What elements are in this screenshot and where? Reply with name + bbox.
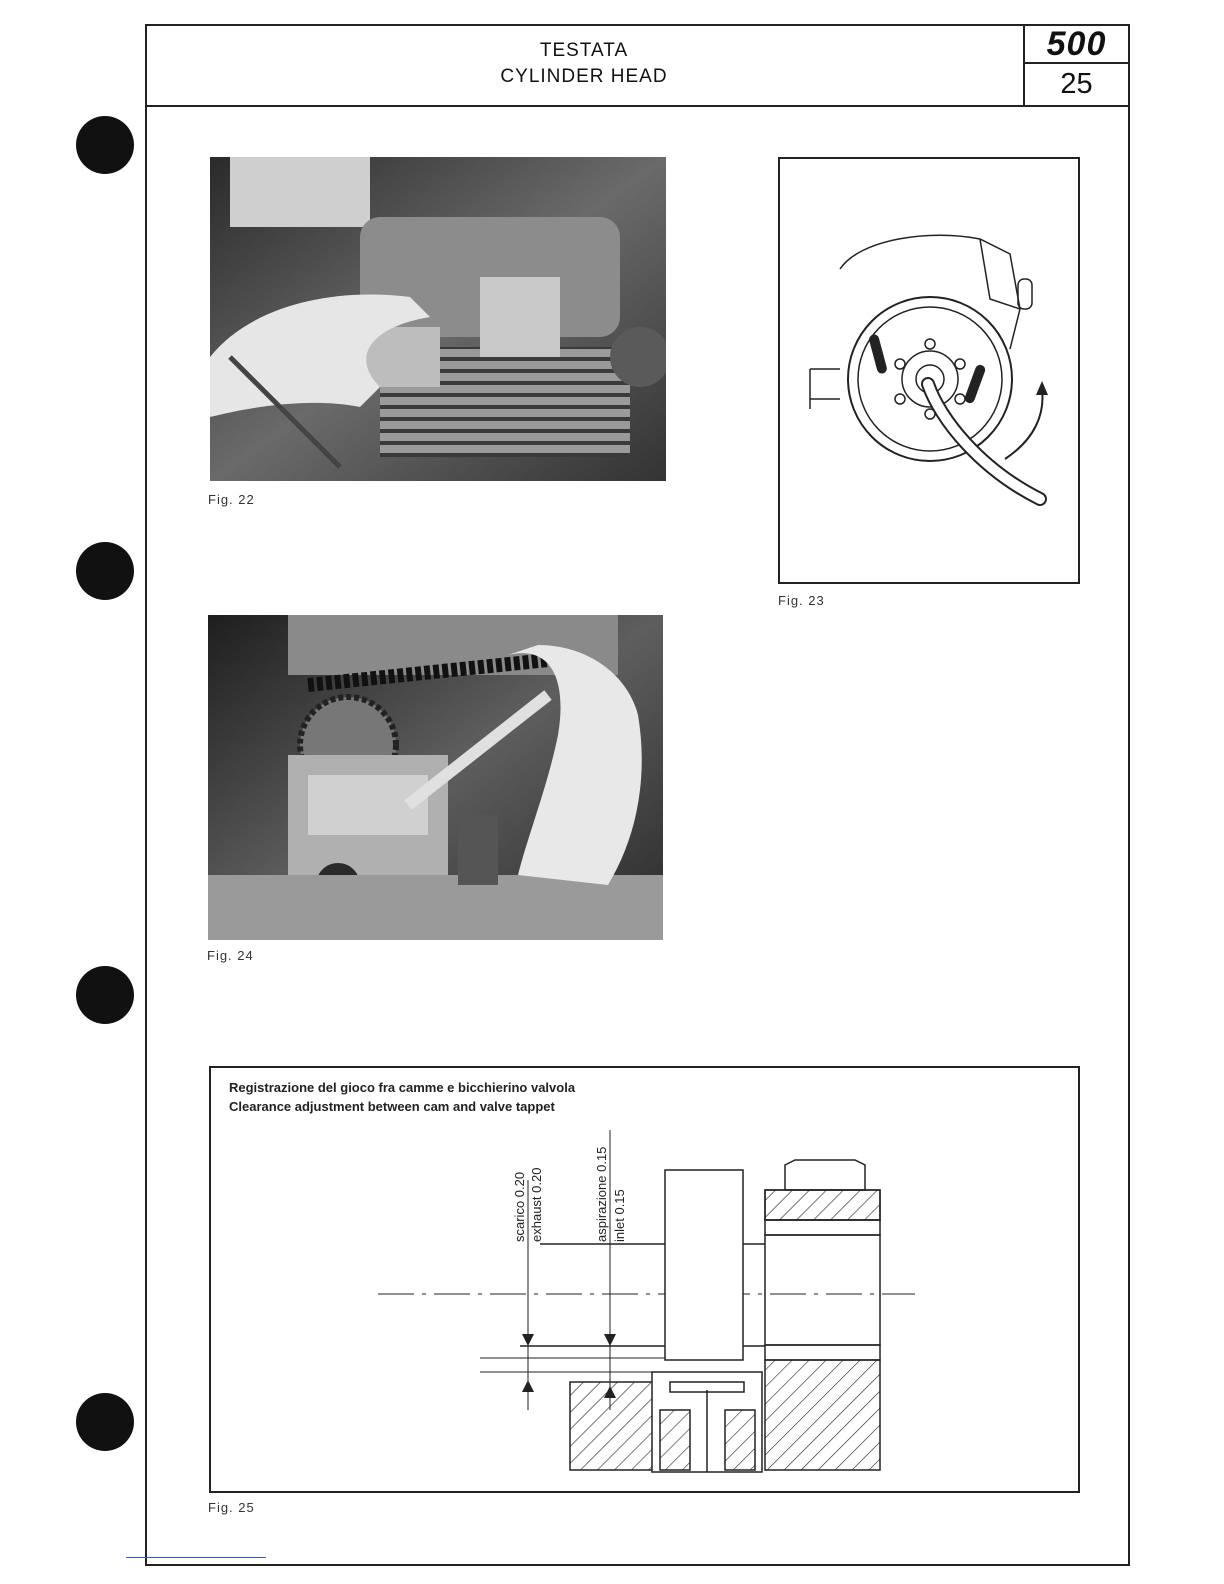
model-page-box [1023,24,1128,105]
page-title-italian: TESTATA [539,40,629,61]
binder-hole-1 [76,116,134,174]
fig22-photo [210,157,666,481]
blue-underline [126,1557,266,1558]
fig25-label-aspirazione: aspirazione 0.15 [594,1146,609,1242]
fig23-caption: Fig. 23 [778,593,825,608]
page-number: 25 [1060,68,1093,100]
fig25-caption: Fig. 25 [208,1500,255,1515]
binder-hole-3 [76,966,134,1024]
fig25-label-exhaust: exhaust 0.20 [529,1167,544,1242]
page-header [145,24,1130,107]
model-name: 500 [1025,24,1128,64]
fig24-photo [208,615,663,940]
fig25-label-inlet: inlet 0.15 [612,1189,627,1242]
fig22-caption: Fig. 22 [208,492,255,507]
binder-hole-2 [76,542,134,600]
fig25-label-scarico: scarico 0.20 [512,1171,527,1242]
fig25-clearance-diagram [370,1120,920,1475]
page-title-english: CYLINDER HEAD [500,66,668,87]
fig23-drawing [778,157,1080,584]
fig24-caption: Fig. 24 [207,948,254,963]
binder-hole-4 [76,1393,134,1451]
fig25-title-italian: Registrazione del gioco fra camme e bicchierino valvola [229,1080,576,1095]
fig25-title-english: Clearance adjustment between cam and valve tappet [229,1099,555,1114]
